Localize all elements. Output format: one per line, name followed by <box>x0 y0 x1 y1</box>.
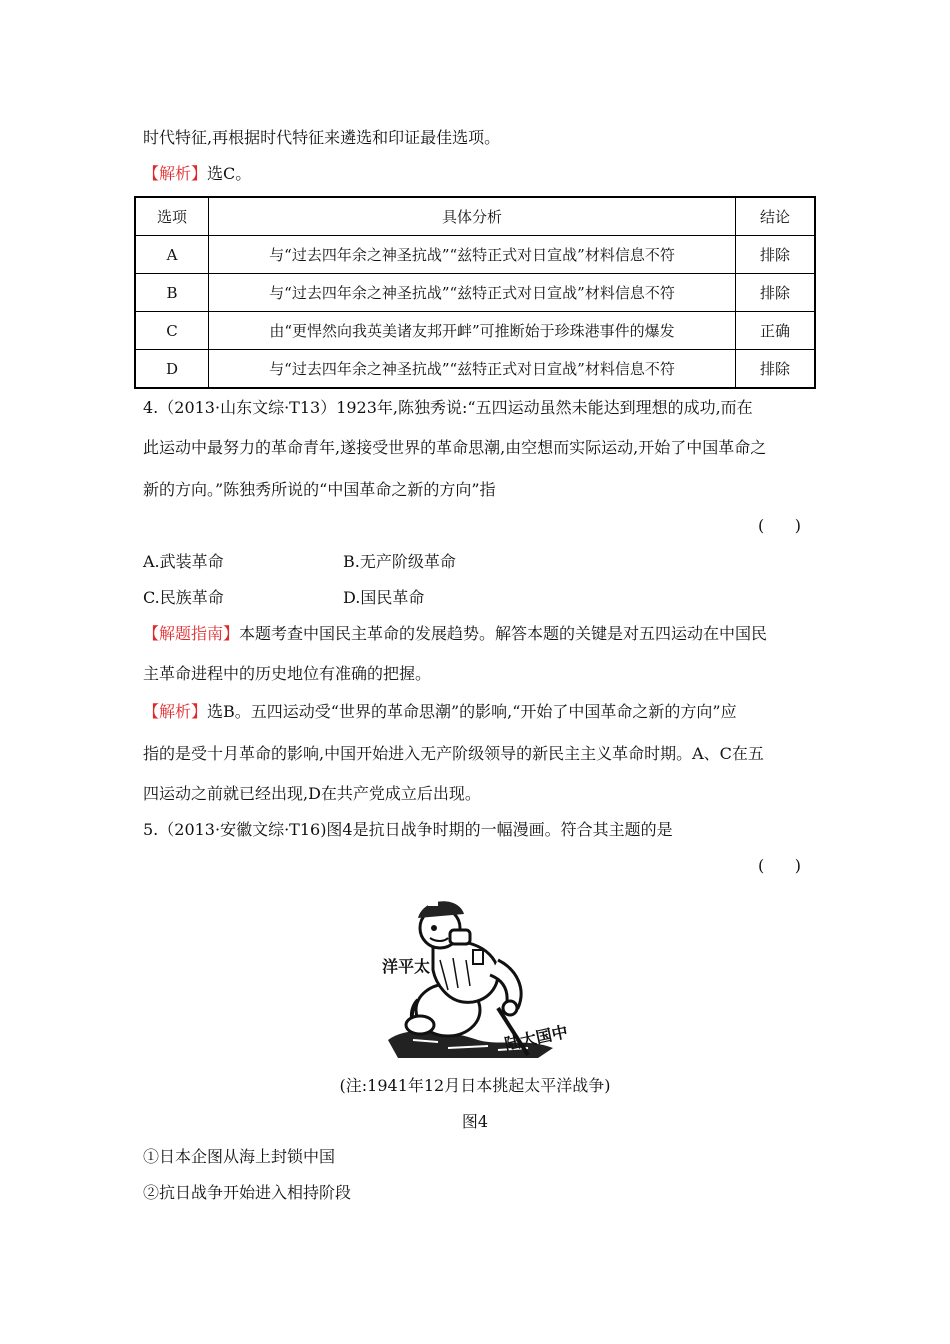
header-option: 选项 <box>135 197 209 236</box>
analysis-tag: 【解析】 <box>143 702 208 721</box>
cell-analysis: 与“过去四年余之神圣抗战”“兹特正式对日宣战”材料信息不符 <box>209 274 736 312</box>
table-row <box>135 236 815 274</box>
question-4-line-3: 新的方向。”陈独秀所说的“中国革命之新的方向”指 <box>143 480 496 499</box>
text-line: 时代特征,再根据时代特征来遴选和印证最佳选项。 <box>143 128 501 147</box>
table-row <box>135 274 815 312</box>
guide-line-2: 主革命进程中的历史地位有准确的把握。 <box>143 664 432 683</box>
cell-analysis: 由“更悍然向我英美诸友邦开衅”可推断始于珍珠港事件的爆发 <box>209 312 736 350</box>
analysis-text: 选C。 <box>207 164 252 183</box>
question-5-line-1: 5.（2013·安徽文综·T16)图4是抗日战争时期的一幅漫画。符合其主题的是 <box>143 820 673 839</box>
cell-analysis: 与“过去四年余之神圣抗战”“兹特正式对日宣战”材料信息不符 <box>209 236 736 274</box>
option-d: D.国民革命 <box>343 588 425 607</box>
table-header-row <box>135 197 815 236</box>
cell-option: D <box>135 350 209 389</box>
cell-conclusion: 正确 <box>736 312 816 350</box>
cell-conclusion: 排除 <box>736 274 816 312</box>
pocket-shape <box>473 950 483 964</box>
guide-tag: 【解题指南】 <box>143 624 240 643</box>
choice-item-2: ②抗日战争开始进入相持阶段 <box>143 1183 352 1202</box>
analysis-tag: 【解析】 <box>143 164 208 183</box>
question-4-line-2: 此运动中最努力的革命青年,遂接受世界的革命思潮,由空想而实际运动,开始了中国革命之 <box>143 438 767 457</box>
table-row <box>135 350 815 389</box>
cell-option: C <box>135 312 209 350</box>
analysis-table <box>134 196 816 389</box>
q4-analysis-line-1 <box>143 701 737 723</box>
option-a: A.武装革命 <box>143 552 224 571</box>
table-row <box>135 312 815 350</box>
analysis-text: 选B。五四运动受“世界的革命思潮”的影响,“开始了中国革命之新的方向”应 <box>207 702 737 721</box>
header-conclusion: 结论 <box>736 197 816 236</box>
answer-paren: ( ) <box>758 516 801 535</box>
figure-note: (注:1941年12月日本挑起太平洋战争) <box>339 1076 611 1095</box>
cell-option: A <box>135 236 209 274</box>
cartoon-label-china: 陆大国中 <box>503 1023 570 1054</box>
option-c: C.民族革命 <box>143 588 224 607</box>
analysis-line <box>143 163 251 185</box>
foot-shape <box>406 1016 434 1034</box>
cell-option: B <box>135 274 209 312</box>
q4-analysis-line-2: 指的是受十月革命的影响,中国开始进入无产阶级领导的新民主主义革命时期。A、C在五 <box>143 744 764 763</box>
cartoon-illustration <box>378 890 578 1060</box>
cell-analysis: 与“过去四年余之神圣抗战”“兹特正式对日宣战”材料信息不符 <box>209 350 736 389</box>
binocular-shape <box>450 930 470 944</box>
option-b: B.无产阶级革命 <box>343 552 456 571</box>
guide-line-1 <box>143 623 767 645</box>
cap-badge <box>428 900 438 906</box>
eye-shape <box>431 925 437 931</box>
figure-caption: 图4 <box>461 1112 489 1131</box>
cell-conclusion: 排除 <box>736 236 816 274</box>
guide-text: 本题考查中国民主革命的发展趋势。解答本题的关键是对五四运动在中国民 <box>239 624 768 643</box>
choice-item-1: ①日本企图从海上封锁中国 <box>143 1147 336 1166</box>
cartoon-label-pacific: 洋平太 <box>382 959 431 976</box>
answer-paren: ( ) <box>758 856 801 875</box>
question-4-line-1: 4.（2013·山东文综·T13）1923年,陈独秀说:“五四运动虽然未能达到理想的成功,而在 <box>143 398 753 417</box>
hand-shape <box>503 1001 517 1015</box>
header-analysis: 具体分析 <box>209 197 736 236</box>
q4-analysis-line-3: 四运动之前就已经出现,D在共产党成立后出现。 <box>143 784 481 803</box>
cell-conclusion: 排除 <box>736 350 816 389</box>
